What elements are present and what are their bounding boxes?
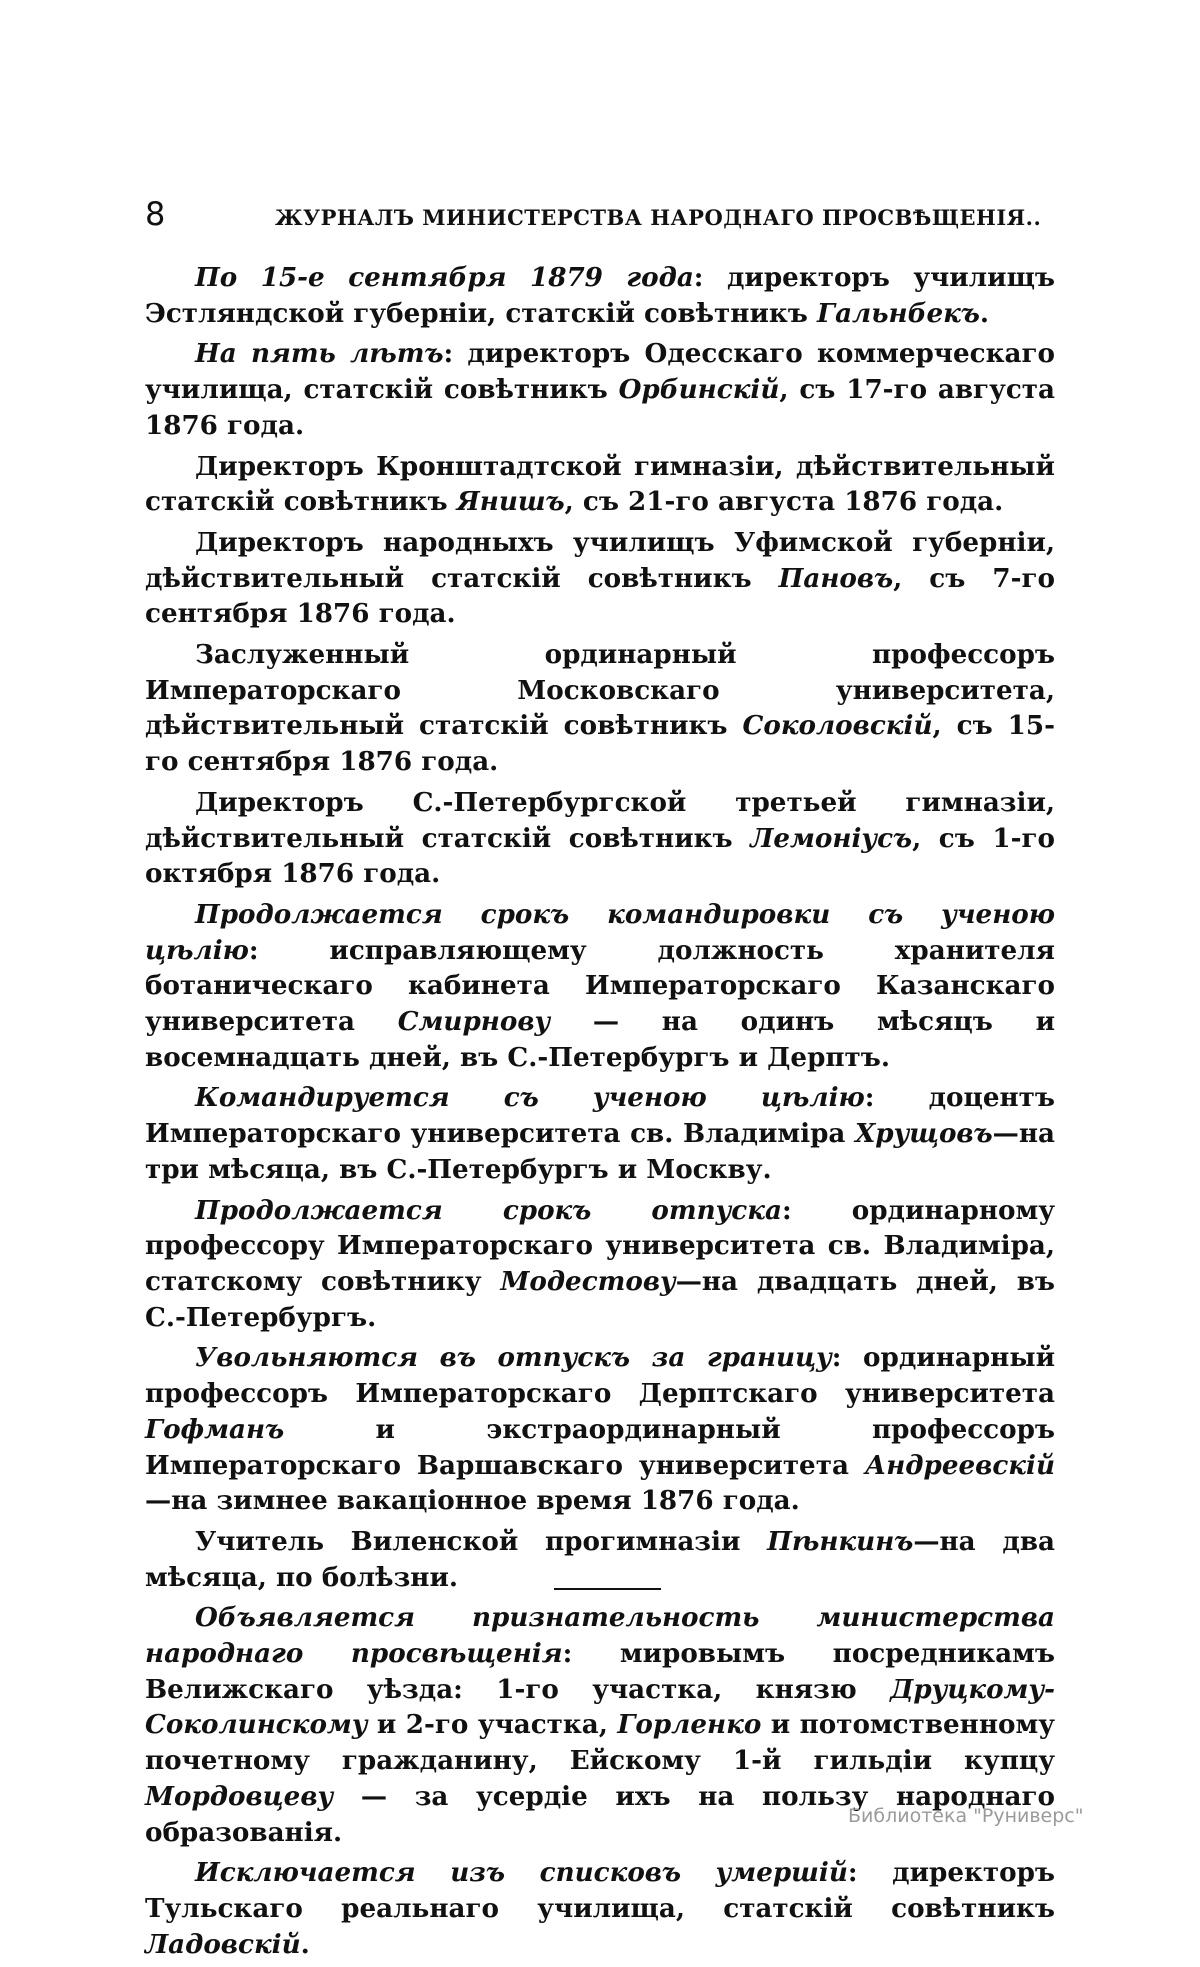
italic-text: Друцкому-Соколинскому [145, 1673, 1055, 1741]
text-run: : директоръ Одесскаго коммерческаго училища, статскій совѣтникъ [145, 338, 1055, 406]
italic-text: Андреевскій [864, 1449, 1055, 1481]
italic-text: Исключается изъ списковъ умершій [195, 1857, 848, 1889]
italic-text: Продолжается срокъ командировки съ ученою цѣлію [145, 898, 1055, 966]
text-run: : доцентъ Императорскаго университета св. Владиміра [145, 1082, 1055, 1150]
italic-text: Увольняются въ отпускъ за границу [195, 1342, 832, 1374]
italic-text: Гальнбекъ [817, 297, 980, 329]
italic-text: Орбинскій [618, 374, 780, 406]
italic-text: Янишъ [456, 486, 565, 518]
text-run: — за усердіе ихъ на пользу народнаго образованія. [145, 1780, 1055, 1848]
body-text [145, 260, 1055, 1967]
text-run: : ординарный профессоръ Императорскаго Дерптскаго университета [145, 1342, 1055, 1410]
paragraph [145, 1080, 1055, 1187]
paragraph [145, 525, 1055, 632]
italic-text: По 15-е сентября 1879 года [195, 262, 694, 293]
text-run: Директоръ народныхъ училищъ Уфимской губерніи, дѣйствительный статскій совѣтникъ [145, 526, 1055, 594]
page-header [145, 195, 1055, 233]
text-run: и экстраординарный профессоръ Императорскаго Варшавскаго университета [145, 1413, 1055, 1481]
paragraph [145, 897, 1055, 1076]
text-run: : ординарному профессору Императорскаго университета св. Владиміра, статскому совѣтнику [145, 1194, 1055, 1297]
text-run: , съ 15-го сентября 1876 года. [145, 710, 1055, 778]
text-run: , съ 7-го сентября 1876 года. [145, 562, 1055, 630]
text-run: . [300, 1928, 310, 1960]
italic-text: Соколовскій [742, 710, 933, 742]
text-run: Заслуженный ординарный профессоръ Императорскаго Московскаго университета, дѣйствительный статскій совѣтникъ [145, 639, 1055, 742]
text-run: : мировымъ посредникамъ Велижскаго уѣзда: 1-го участка, князю [145, 1638, 1055, 1705]
text-run: —на двадцать дней, въ С.-Петербургъ. [145, 1265, 1055, 1333]
page-number: 8 [145, 195, 166, 233]
text-run: , съ 17-го августа 1876 года. [145, 374, 1055, 441]
italic-text: Хрущовъ [854, 1118, 993, 1150]
text-run: —на зимнее вакаціонное время 1876 года. [145, 1485, 800, 1517]
italic-text: На пять лѣтъ [195, 338, 444, 370]
italic-text: Продолжается срокъ отпуска [195, 1194, 782, 1226]
italic-text: Командируется съ ученою цѣлію [195, 1082, 865, 1114]
italic-text: Пѣнкинъ [767, 1525, 914, 1557]
running-title: ЖУРНАЛЪ МИНИСТЕРСТВА НАРОДНАГО ПРОСВѢЩЕНІЯ.. [275, 205, 1042, 230]
library-watermark: Библиотека "Руниверс" [848, 1805, 1084, 1827]
text-run: : директоръ Тульскаго реальнаго училища, статскій совѣтникъ [145, 1857, 1055, 1924]
text-run: и 2-го участка, [367, 1709, 618, 1741]
italic-text: Мордовцеву [145, 1780, 334, 1812]
paragraph [145, 1340, 1055, 1519]
text-run: Директоръ С.-Петербургской третьей гимназіи, дѣйствительный статскій совѣтникъ [145, 786, 1055, 854]
paragraph [145, 785, 1055, 892]
text-run: — на одинъ мѣсяцъ и восемнадцать дней, въ С.-Петербургъ и Дерптъ. [145, 1006, 1055, 1073]
italic-text: Ладовскій [145, 1928, 301, 1960]
text-run: : директоръ училищъ Эстляндской губерніи, статскій совѣтникъ [145, 262, 1055, 329]
text-run: , съ 1-го октября 1876 года. [145, 822, 1055, 890]
italic-text: Гофманъ [145, 1413, 285, 1445]
text-run: Директоръ Кронштадтской гимназіи, дѣйствительный статскій совѣтникъ [145, 450, 1055, 518]
italic-text: Пановъ [778, 562, 894, 594]
text-run: —на два мѣсяца, по болѣзни. [145, 1525, 1055, 1593]
text-run: Учитель Виленской прогимназіи [195, 1525, 768, 1557]
paragraph [145, 1524, 1055, 1595]
section-end-rule [554, 1588, 661, 1590]
paragraph [145, 1193, 1055, 1336]
paragraph [145, 260, 1055, 331]
paragraph [145, 336, 1055, 443]
text-run: —на три мѣсяца, въ С.-Петербургъ и Москву. [145, 1118, 1055, 1185]
italic-text: Горленко [617, 1709, 762, 1741]
paragraph [145, 637, 1055, 780]
italic-text: Лемоніусъ [750, 822, 913, 854]
paragraph [145, 1855, 1055, 1962]
italic-text: Объявляется признательность министерства народнаго просвѣщенія [145, 1602, 1055, 1670]
italic-text: Модестову [500, 1265, 676, 1297]
paragraph [145, 449, 1055, 520]
text-run: . [979, 297, 990, 329]
text-run: и потомственному почетному гражданину, Ейскому 1-й гильдіи купцу [145, 1709, 1055, 1777]
text-run: : исправляющему должность хранителя ботаническаго кабинета Императорскаго Казанскаго университета [145, 934, 1055, 1038]
italic-text: Смирнову [397, 1006, 551, 1038]
text-run: , съ 21-го августа 1876 года. [564, 486, 1004, 518]
